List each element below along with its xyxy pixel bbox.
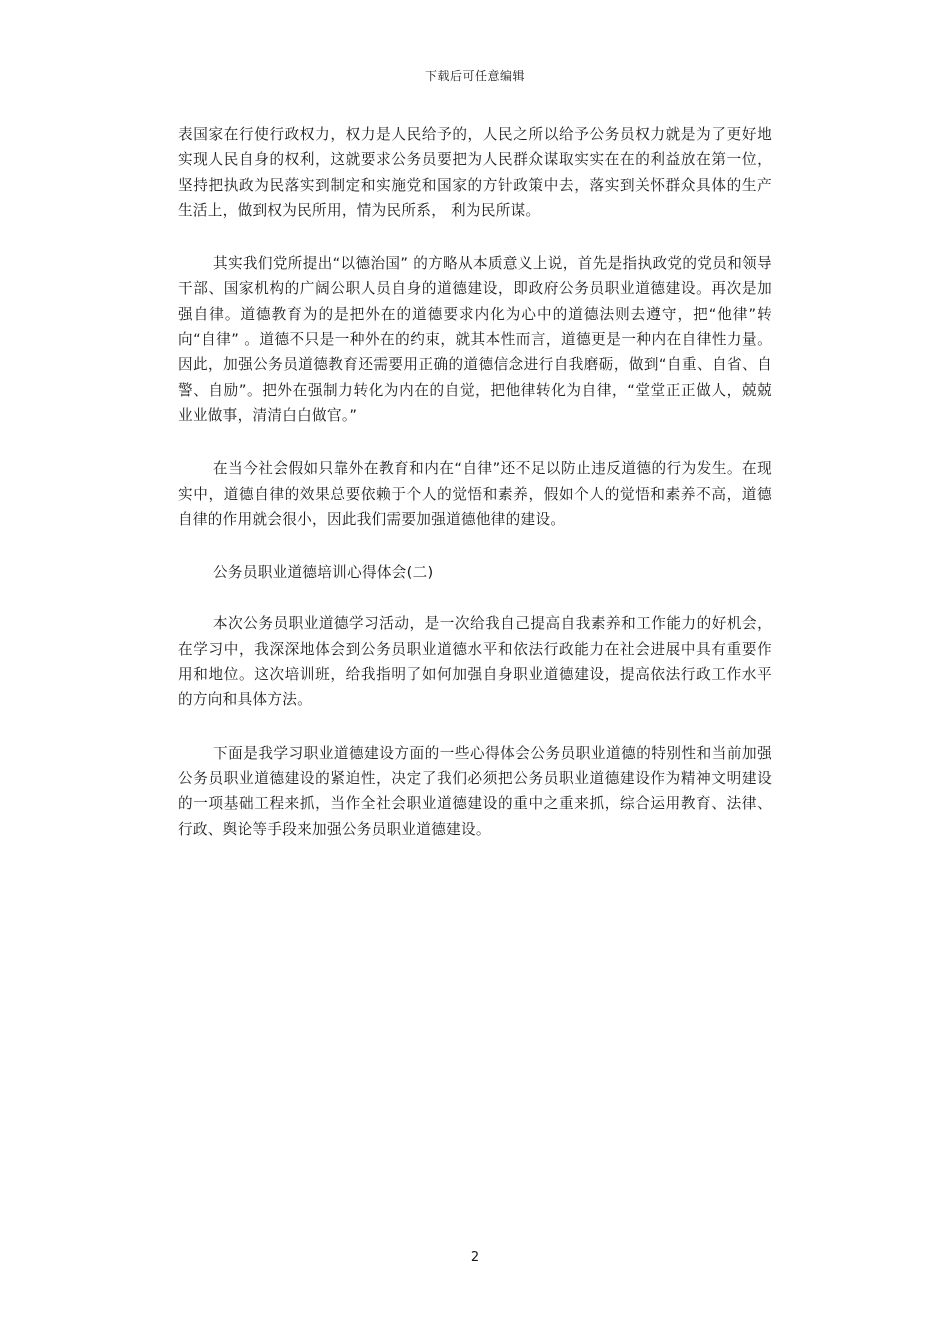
paragraph-continued: 表国家在行使行政权力，权力是人民给予的，人民之所以给予公务员权力就是为了更好地实现人民自身的权利，这就要求公务员要把为人民群众谋取实实在在的利益放在第一位，坚持把执政为民落实到制定和实施党和国家的方针政策中去，落实到关怀群众具体的生产生活上，做到权为民所用，情为民所系， 利为民所谋。: [178, 126, 772, 219]
page-header: 下载后可任意编辑: [424, 69, 525, 83]
paragraph-training-intro: 本次公务员职业道德学习活动，是一次给我自己提高自我素养和工作能力的好机会，在学习中，我深深地体会到公务员职业道德水平和依法行政能力在社会进展中具有重要作用和地位。这次培训班，给我指明了如何加强自身职业道德建设，提高依法行政工作水平的方向和具体方法。: [178, 615, 772, 709]
paragraph-experience: 下面是我学习职业道德建设方面的一些心得体会公务员职业道德的特别性和当前加强公务员职业道德建设的紧迫性，决定了我们必须把公务员职业道德建设作为精神文明建设的一项基础工程来抓，当作全社会职业道德建设的重中之重来抓，综合运用教育、法律、行政、舆论等手段来加强公务员职业道德建设。: [178, 744, 772, 838]
document-body: [178, 122, 772, 870]
paragraph-rule-by-virtue: 其实我们党所提出“以德治国” 的方略从本质意义上说，首先是指执政党的党员和领导干部、国家机构的广阔公职人员自身的道德建设，即政府公务员职业道德建设。再次是加强自律。道德教育为的是把外在的道德要求内化为心中的道德法则去遵守，把“他律”转向“自律” 。道德不只是一种外在的约束，就其本性而言，道德更是一种内在自律性力量。因此，加强公务员道德教育还需要用正确的道德信念进行自我磨砺，做到“自重、自省、自警、自励”。把外在强制力转化为内在的自觉，把他律转化为自律，“堂堂正正做人，兢兢业业做事，清清白白做官。”: [178, 255, 772, 424]
paragraph-self-discipline: 在当今社会假如只靠外在教育和内在“自律”还不足以防止违反道德的行为发生。在现实中，道德自律的效果总要依赖于个人的觉悟和素养，假如个人的觉悟和素养不高，道德自律的作用就会很小，因此我们需要加强道德他律的建设。: [178, 460, 772, 528]
page-number: 2: [470, 1250, 480, 1265]
section-heading: 公务员职业道德培训心得体会(二): [213, 564, 434, 582]
